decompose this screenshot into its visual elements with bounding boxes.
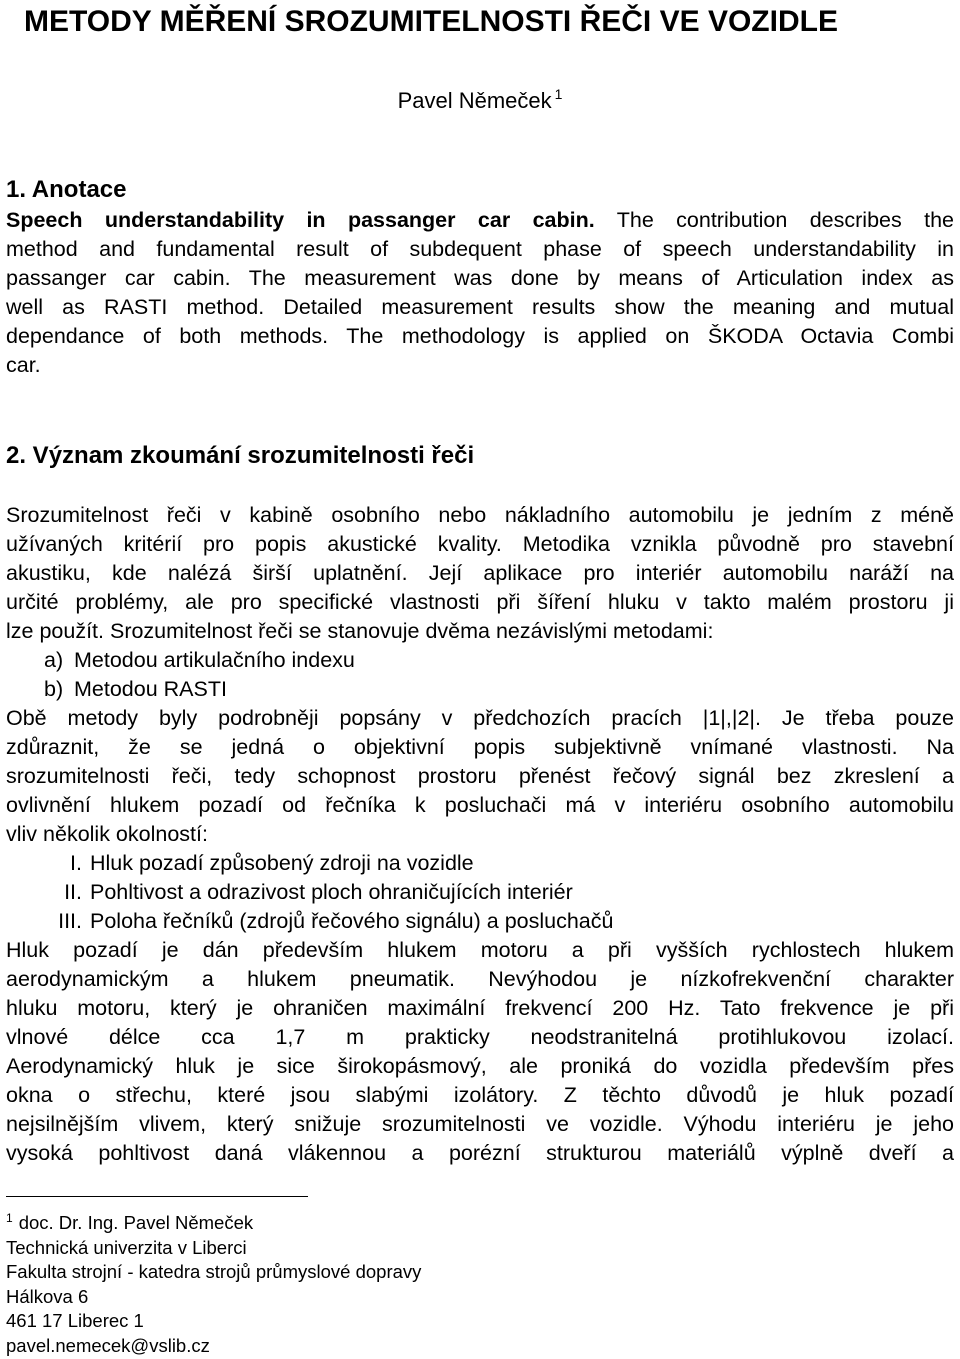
author-line xyxy=(0,79,960,116)
paragraph-line: aerodynamickým a hlukem pneumatik. Nevýhodou je nízkofrekvenční charakter xyxy=(6,967,954,991)
abstract-line: well as RASTI method. Detailed measurement results show the meaning and mutual xyxy=(6,295,954,319)
paragraph-line: ovlivnění hlukem pozadí od řečníka k posluchači má v interiéru osobního automobilu xyxy=(6,793,954,817)
section2-body xyxy=(6,501,954,1168)
paragraph-line: Obě metody byly podrobněji popsány v předchozích pracích |1|,|2|. Je třeba pouze xyxy=(6,706,954,730)
abstract-bold-lead: Speech understandability in passanger car cabin. xyxy=(6,208,595,232)
paragraph-line: Aerodynamický hluk je sice širokopásmový, ale proniká do vozidla především přes xyxy=(6,1054,954,1078)
paragraph-line: vlnové délce cca 1,7 m prakticky neodstranitelná protihlukovou izolací. xyxy=(6,1025,954,1049)
list-item-text: Pohltivost a odrazivost ploch ohraničujících interiér xyxy=(90,880,573,904)
paragraph-line: okna o střechu, které jsou slabými izolátory. Z těchto důvodů je hluk pozadí xyxy=(6,1083,954,1107)
section-heading-anotace: 1. Anotace xyxy=(6,176,127,203)
footnote-separator xyxy=(6,1196,308,1197)
list-marker: I. xyxy=(70,851,82,875)
footnote-mark: 1 xyxy=(6,1211,13,1225)
list-marker: a) xyxy=(44,648,64,672)
abstract-line: passanger car cabin. The measurement was done by means of Articulation index as xyxy=(6,266,954,290)
list-item xyxy=(6,878,954,907)
paragraph-line: akustiku, kde nalézá širší uplatnění. Její aplikace pro interiér automobilu naráží na xyxy=(6,561,954,585)
footnote-email[interactable]: pavel.nemecek@vslib.cz xyxy=(6,1334,210,1356)
abstract-line: car. xyxy=(6,353,41,377)
list-marker: b) xyxy=(44,677,64,701)
list-item-text: Metodou RASTI xyxy=(74,677,227,701)
paragraph-line: nejsilnějším vlivem, který snižuje srozumitelnosti ve vozidle. Výhodu interiéru je jeho xyxy=(6,1112,954,1136)
list-item xyxy=(6,849,954,878)
author-footnote-mark: 1 xyxy=(554,86,563,102)
footnote-line: Technická univerzita v Liberci xyxy=(6,1236,247,1258)
paragraph-line: zdůraznit, že se jedná o objektivní popis subjektivně vnímané vlastnosti. Na xyxy=(6,735,954,759)
list-item-text: Hluk pozadí způsobený zdroji na vozidle xyxy=(90,851,474,875)
abstract-line: dependance of both methods. The methodology is applied on ŠKODA Octavia Combi xyxy=(6,324,954,348)
paper-title: METODY MĚŘENÍ SROZUMITELNOSTI ŘEČI VE VOZIDLE xyxy=(24,5,838,38)
footnote-line: $^1$ doc. Dr. Ing. Pavel Němeček xyxy=(6,1211,254,1233)
list-item xyxy=(6,907,954,936)
paragraph-line: vliv několik okolností: xyxy=(6,822,208,846)
list-item-text: Metodou artikulačního indexu xyxy=(74,648,355,672)
footnote-line: 461 17 Liberec 1 xyxy=(6,1310,144,1331)
paragraph-line: Srozumitelnost řeči v kabině osobního nebo nákladního automobilu je jedním z méně xyxy=(6,503,954,527)
footnote xyxy=(6,1206,421,1358)
section-heading-vyznam: 2. Význam zkoumání srozumitelnosti řeči xyxy=(6,442,475,469)
footnote-line: Hálkova 6 xyxy=(6,1285,89,1307)
list-item-text: Poloha řečníků (zdrojů řečového signálu) a posluchačů xyxy=(90,909,614,933)
paragraph-line: užívaných kritérií pro popis akustické kvality. Metodika vznikla původně pro stavební xyxy=(6,532,954,556)
footnote-line: Fakulta strojní - katedra strojů průmyslové dopravy xyxy=(6,1261,422,1282)
author-name: Pavel Němeček xyxy=(397,88,552,113)
paragraph-line: Hluk pozadí je dán především hlukem motoru a při vyšších rychlostech hlukem xyxy=(6,938,954,962)
abstract-line: method and fundamental result of subdequent phase of speech understandability in xyxy=(6,237,954,261)
paragraph-line: lze použít. Srozumitelnost řeči se stanovuje dvěma nezávislými metodami: xyxy=(6,619,714,643)
paragraph-line: srozumitelnosti řeči, tedy schopnost prostoru přenést řečový signál bez zkreslení a xyxy=(6,764,954,788)
paragraph-line: vysoká pohltivost daná vlákennou a porézní strukturou materiálů výplně dveří a xyxy=(6,1141,954,1165)
abstract-line: Speech understandability in passanger car cabin. The contribution describes the xyxy=(6,208,955,232)
list-marker: II. xyxy=(64,880,82,904)
abstract-paragraph xyxy=(6,206,954,380)
list-marker: III. xyxy=(58,909,82,933)
paragraph-line: hluku motoru, který je ohraničen maximální frekvencí 200 Hz. Tato frekvence je při xyxy=(6,996,954,1020)
paragraph-line: určité problémy, ale pro specifické vlastnosti při šíření hluku v takto malém prostoru ji xyxy=(6,590,954,614)
list-item xyxy=(6,675,954,704)
list-item xyxy=(6,646,954,675)
